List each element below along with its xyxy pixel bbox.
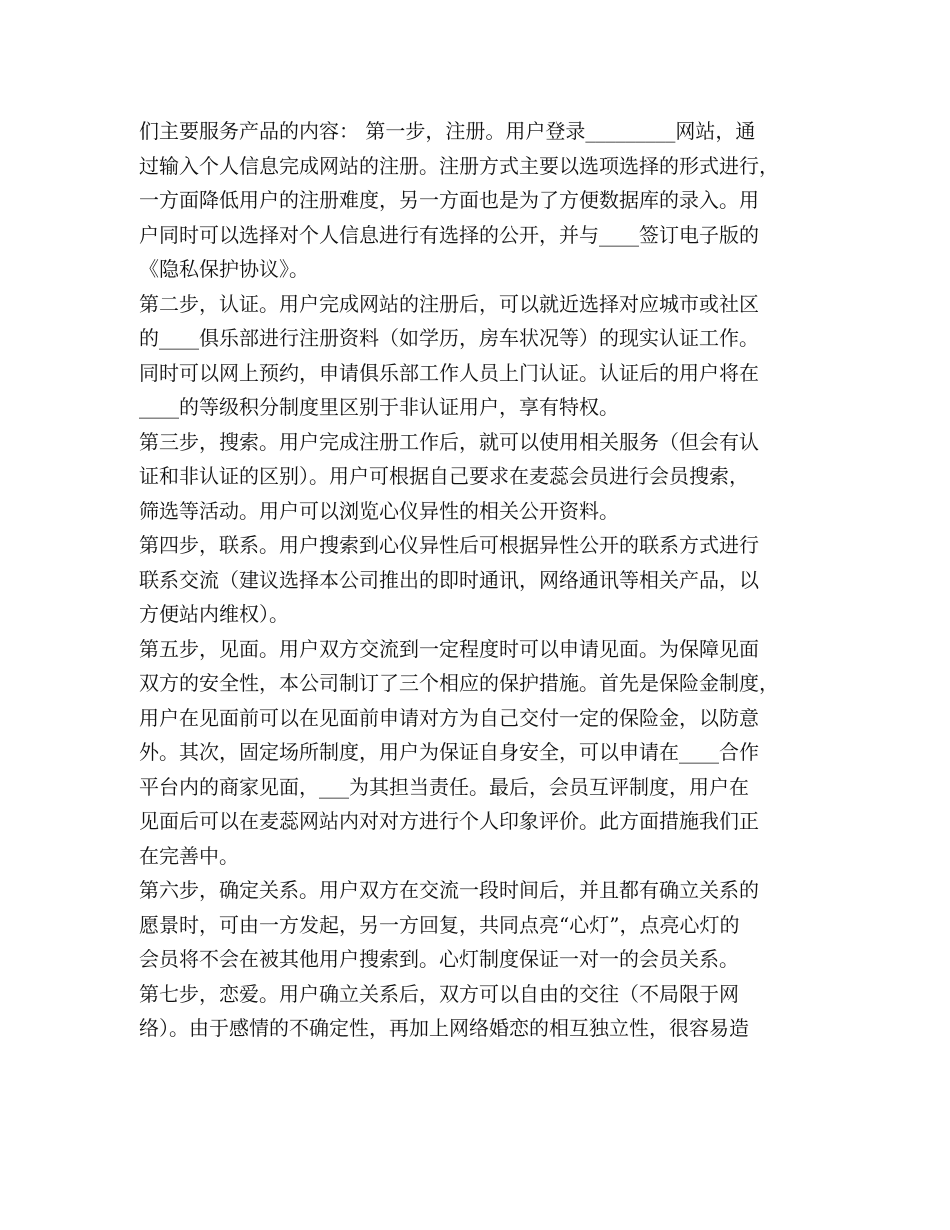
text-line: 同时可以网上预约，申请俱乐部工作人员上门认证。认证后的用户将在: [139, 360, 759, 385]
step-6-heading-line: 第六步，确定关系。用户双方在交流一段时间后，并且都有确立关系的: [139, 878, 759, 902]
text-line: 筛选等活动。用户可以浏览心仪异性的相关公开资料。: [139, 498, 619, 523]
step-2-heading-line: 第二步，认证。用户完成网站的注册后，可以就近选择对应城市或社区: [139, 291, 759, 316]
text-line: ____的等级积分制度里区别于非认证用户，享有特权。: [139, 395, 619, 419]
text-line: 会员将不会在被其他用户搜索到。心灯制度保证一对一的会员关系。: [139, 947, 739, 971]
step-3-heading-line: 第三步，搜索。用户完成注册工作后，就可以使用相关服务（但会有认: [139, 429, 759, 454]
text-line: 外。其次，固定场所制度，用户为保证自身安全，可以申请在____合作: [139, 740, 759, 764]
step-7-heading-line: 第七步，恋爱。用户确立关系后，双方可以自由的交往（不局限于网: [139, 981, 739, 1006]
text-line: 方便站内维权）。: [139, 602, 289, 626]
text-line: 一方面降低用户的注册难度，另一方面也是为了方便数据库的录入。用: [139, 188, 759, 212]
text-line: 在完善中。: [139, 843, 239, 868]
text-line: 络）。由于感情的不确定性，再加上网络婚恋的相互独立性，很容易造: [139, 1016, 749, 1040]
text-line: 用户在见面前可以在见面前申请对方为自己交付一定的保险金，以防意: [139, 705, 759, 730]
text-line: 平台内的商家见面，___为其担当责任。最后，会员互评制度，用户在: [139, 774, 749, 799]
text-line: 双方的安全性，本公司制订了三个相应的保护措施。首先是保险金制度，: [139, 671, 779, 695]
text-line: 们主要服务产品的内容： 第一步，注册。用户登录_________网站，通: [139, 119, 756, 143]
text-line: 证和非认证的区别）。用户可根据自己要求在麦蕊会员进行会员搜索，: [139, 464, 749, 488]
text-line: 过输入个人信息完成网站的注册。注册方式主要以选项选择的形式进行，: [139, 153, 779, 178]
text-line: 愿景时，可由一方发起，另一方回复，共同点亮“心灯”，点亮心灯的: [139, 912, 740, 937]
text-line: 的____俱乐部进行注册资料（如学历，房车状况等）的现实认证工作。: [139, 326, 759, 350]
document-page: [139, 114, 839, 1046]
step-4-heading-line: 第四步，联系。用户搜索到心仪异性后可根据异性公开的联系方式进行: [139, 533, 759, 557]
text-line: 户同时可以选择对个人信息进行有选择的公开，并与____签订电子版的: [139, 222, 759, 247]
text-line: 联系交流（建议选择本公司推出的即时通讯，网络通讯等相关产品，以: [139, 567, 759, 592]
step-5-heading-line: 第五步，见面。用户双方交流到一定程度时可以申请见面。为保障见面: [139, 636, 759, 661]
text-line: 见面后可以在麦蕊网站内对对方进行个人印象评价。此方面措施我们正: [139, 809, 759, 833]
text-line: 《隐私保护协议》。: [139, 257, 309, 281]
